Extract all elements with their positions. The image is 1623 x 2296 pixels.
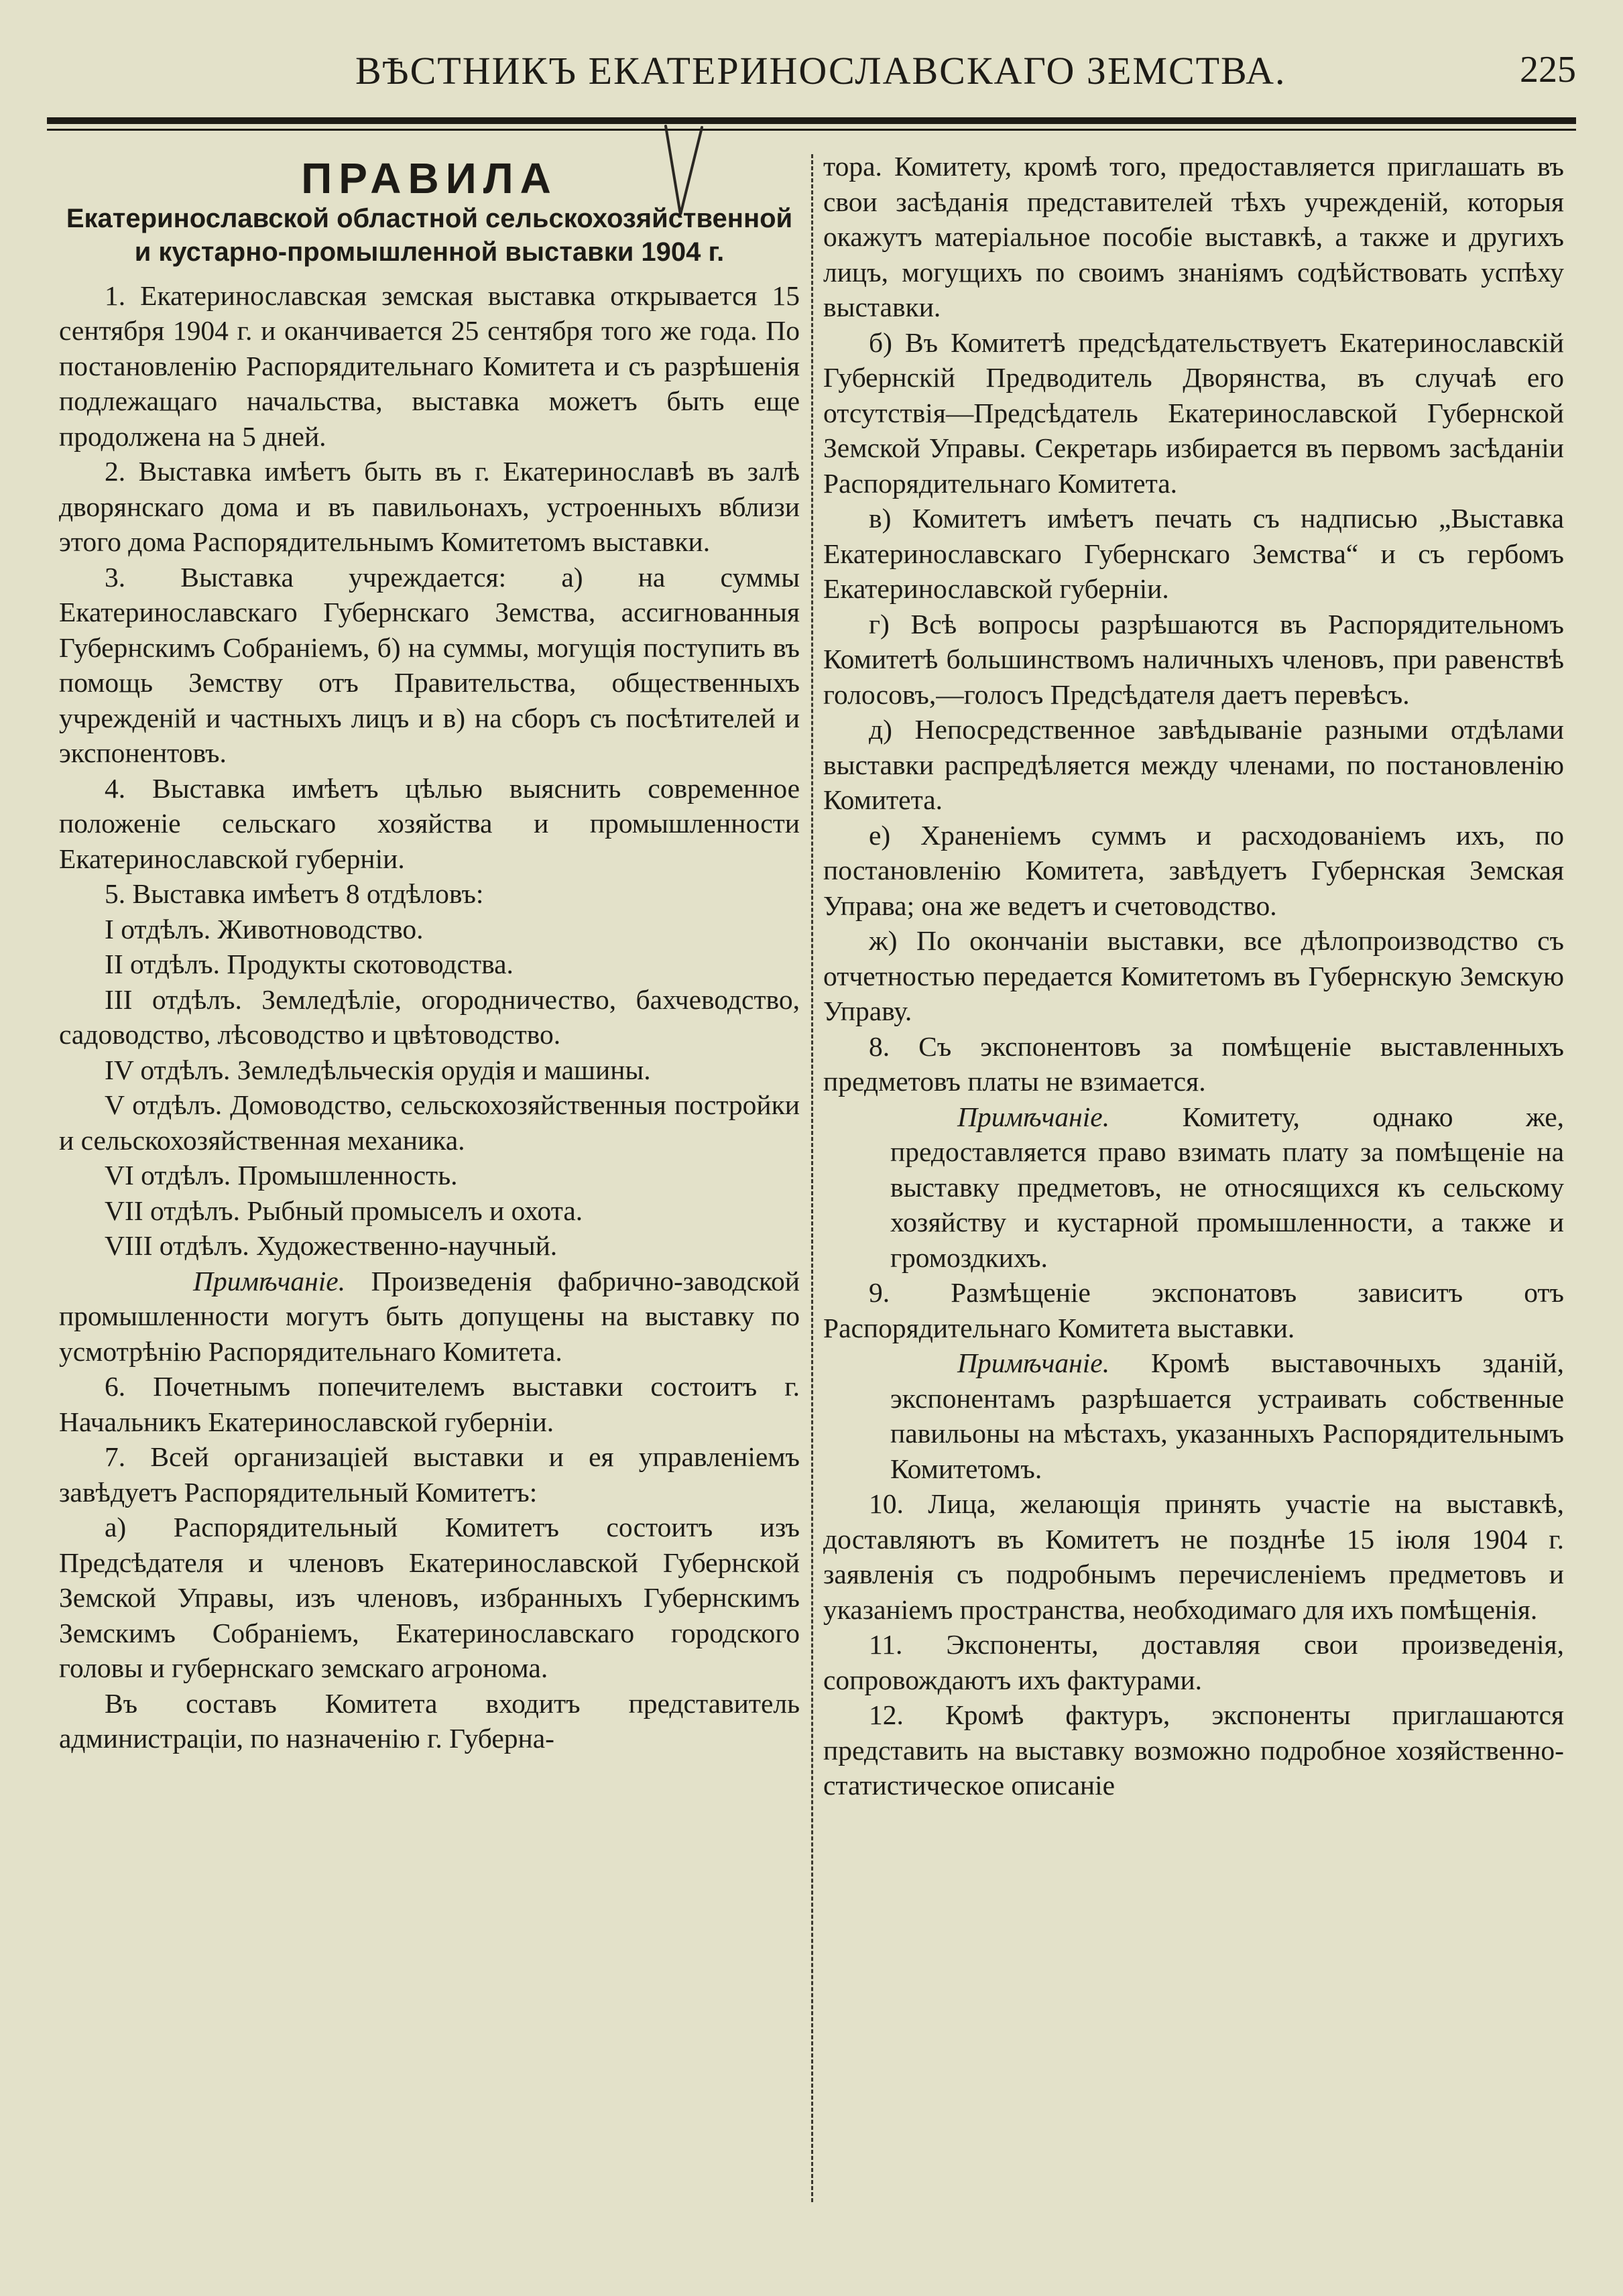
right-column bbox=[823, 149, 1564, 1803]
subtitle-line-2: и кустарно-промышленной выставки 1904 г. bbox=[134, 237, 725, 267]
running-head bbox=[101, 48, 1576, 109]
paragraph-8: 8. Съ экспонентовъ за помѣщеніе выставленныхъ предметовъ платы не взимается. bbox=[823, 1030, 1564, 1097]
paragraph-11: 11. Экспоненты, доставляя свои произведенія, сопровождаютъ ихъ фактурами. bbox=[823, 1629, 1564, 1695]
department-4: IV отдѣлъ. Земледѣльческія орудія и машины. bbox=[105, 1054, 651, 1085]
paragraph-2: 2. Выставка имѣетъ быть въ г. Екатеринославѣ въ залѣ дворянскаго дома и въ павильонахъ, устроенныхъ вблизи этого дома Распорядительнымъ Комитетомъ выставки. bbox=[59, 456, 800, 557]
paragraph-7: 7. Всей организаціей выставки и ея управленіемъ завѣдуетъ Распорядительный Комитетъ: bbox=[59, 1441, 800, 1508]
note-1-text: Произведенія фабрично-заводской промышленности могутъ быть допущены на выставку по усмотрѣнію Распорядительнаго Комитета. bbox=[59, 1265, 800, 1367]
paragraph-1: 1. Екатеринославская земская выставка открывается 15 сентября 1904 г. и оканчивается 25 сентября того же года. По постановленію Распорядительнаго Комитета и съ разрѣшенія подлежащаго начальства, выставка можетъ быть еще продолжена на 5 дней. bbox=[59, 280, 800, 452]
paragraph-7e: е) Храненіемъ суммъ и расходованіемъ ихъ, по постановленію Комитета, завѣдуетъ Губернская Земская Управа; она же ведетъ и счетоводство. bbox=[823, 819, 1564, 921]
note-2-head: Примѣчаніе. bbox=[957, 1101, 1110, 1132]
rules-title: ПРАВИЛА bbox=[301, 154, 558, 202]
department-1: I отдѣлъ. Животноводство. bbox=[105, 913, 424, 945]
note-3-text: Кромѣ выставочныхъ зданій, экспонентамъ разрѣшается устраивать собственные павильоны на мѣстахъ, указанныхъ Распорядительнымъ Комитетомъ. bbox=[890, 1347, 1564, 1484]
paragraph-7a-continued: Въ составъ Комитета входитъ представитель администраціи, по назначенію г. Губерна- bbox=[59, 1687, 800, 1754]
note-2 bbox=[823, 1099, 1564, 1276]
running-title: ВѢСТНИКЪ ЕКАТЕРИНОСЛАВСКАГО ЗЕМСТВА. bbox=[355, 49, 1286, 93]
paragraph-9: 9. Размѣщеніе экспонатовъ зависитъ отъ Распорядительнаго Комитета выставки. bbox=[823, 1277, 1564, 1343]
column-divider bbox=[811, 154, 813, 2202]
left-column bbox=[59, 149, 800, 1756]
header-rule-thick bbox=[47, 117, 1576, 124]
paragraph-6: 6. Почетнымъ попечителемъ выставки состоитъ г. Начальникъ Екатеринославской губерніи. bbox=[59, 1371, 800, 1437]
paragraph-10: 10. Лица, желающія принять участіе на выставкѣ, доставляютъ въ Комитетъ не позднѣе 15 іюля 1904 г. заявленія съ подробнымъ перечисленіемъ предметовъ и указаніемъ пространства, необходимаго для ихъ помѣщенія. bbox=[823, 1488, 1564, 1625]
department-7: VII отдѣлъ. Рыбный промыселъ и охота. bbox=[105, 1195, 583, 1226]
paragraph-7a: а) Распорядительный Комитетъ состоитъ изъ Предсѣдателя и членовъ Екатеринославской Губернской Земской Управы, изъ членовъ, избранныхъ Губернскимъ Земскимъ Собраніемъ, Екатеринославскаго городского головы и губернскаго земскаго агронома. bbox=[59, 1512, 800, 1683]
paragraph-7zh: ж) По окончаніи выставки, все дѣлопроизводство съ отчетностью передается Комитетомъ въ Губернскую Земскую Управу. bbox=[823, 925, 1564, 1026]
page-number: 225 bbox=[1520, 49, 1576, 90]
header-rule-thin bbox=[47, 129, 1576, 131]
note-3-head: Примѣчаніе. bbox=[957, 1347, 1110, 1378]
department-3: III отдѣлъ. Земледѣліе, огородничество, бахчеводство, садоводство, лѣсоводство и цвѣтоводство. bbox=[59, 983, 800, 1050]
paragraph-7b: б) Въ Комитетѣ предсѣдательствуетъ Екатеринославскій Губернскій Предводитель Дворянства, въ случаѣ его отсутствія—Предсѣдатель Екатеринославской Губернской Земской Управы. Секретарь избирается въ первомъ засѣданіи Распорядительнаго Комитета. bbox=[823, 326, 1564, 499]
note-3 bbox=[823, 1345, 1564, 1486]
note-1 bbox=[59, 1264, 800, 1370]
paragraph-4: 4. Выставка имѣетъ цѣлью выяснить современное положеніе сельскаго хозяйства и промышленности Екатеринославской губерніи. bbox=[59, 772, 800, 874]
continued-text: тора. Комитету, кромѣ того, предоставляется приглашать въ свои засѣданія представителей тѣхъ учрежденій, которыя окажутъ матеріальное пособіе выставкѣ, а также и другихъ лицъ, могущихъ по своимъ знаніямъ содѣйствовать успѣху выставки. bbox=[823, 151, 1564, 322]
department-8: VIII отдѣлъ. Художественно-научный. bbox=[105, 1230, 558, 1261]
department-2: II отдѣлъ. Продукты скотоводства. bbox=[105, 949, 514, 979]
paragraph-12: 12. Кромѣ фактуръ, экспоненты приглашаются представить на выставку возможно подробное хозяйственно-статистическое описаніе bbox=[823, 1699, 1564, 1801]
subtitle-line-1: Екатеринославской областной сельскохозяйственной bbox=[66, 203, 793, 233]
paragraph-7v: в) Комитетъ имѣетъ печать съ надписью „Выставка Екатеринославскаго Губернскаго Земства“ и съ гербомъ Екатеринославской губерніи. bbox=[823, 503, 1564, 604]
paragraph-7g: г) Всѣ вопросы разрѣшаются въ Распорядительномъ Комитетѣ большинствомъ наличныхъ членовъ, при равенствѣ голосовъ,—голосъ Предсѣдателя даетъ перевѣсъ. bbox=[823, 608, 1564, 710]
paragraph-5: 5. Выставка имѣетъ 8 отдѣловъ: bbox=[105, 878, 484, 909]
paragraph-7d: д) Непосредственное завѣдываніе разными отдѣлами выставки распредѣляется между членами, по постановленію Комитета. bbox=[823, 714, 1564, 815]
department-5: V отдѣлъ. Домоводство, сельскохозяйственныя постройки и сельскохозяйственная механика. bbox=[59, 1089, 800, 1156]
department-6: VI отдѣлъ. Промышленность. bbox=[105, 1160, 458, 1191]
rules-subtitle bbox=[59, 202, 800, 269]
note-2-text: Комитету, однако же, предоставляется право взимать плату за помѣщеніе на выставку предметовъ, не относящихся къ сельскому хозяйству и кустарной промышленности, а также и громоздкихъ. bbox=[890, 1101, 1564, 1273]
paragraph-3: 3. Выставка учреждается: а) на суммы Екатеринославскаго Губернскаго Земства, ассигнованныя Губернскимъ Собраніемъ, б) на суммы, могущія поступить въ помощь Земству отъ Правительства, общественныхъ учрежденій и частныхъ лицъ и в) на сборъ съ посѣтителей и экспонентовъ. bbox=[59, 561, 800, 768]
note-1-head: Примѣчаніе. bbox=[193, 1265, 346, 1296]
